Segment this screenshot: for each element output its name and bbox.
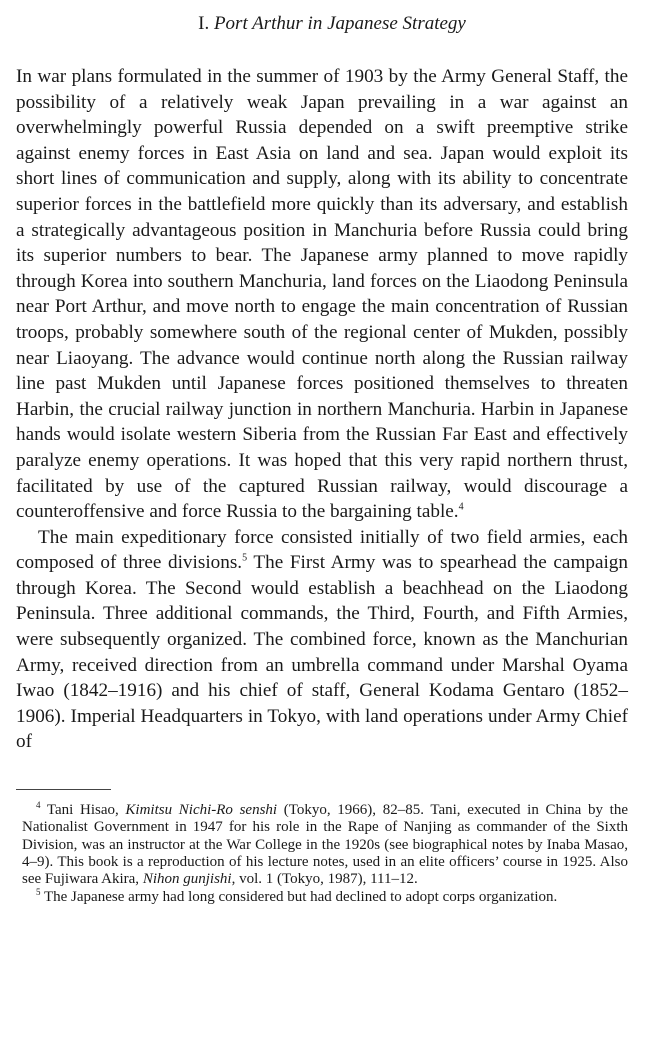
footnote-4-mid: (Tokyo, 1966), 82–85. Tani, executed in China by the Nationalist Government in 1947 for his role in the Rape of Nanjing as commander of the Sixth Division, was an instructor at the War College in the 1920s (see biographical notes by Inaba Masao, 4–9). This book is a reproduction of his lecture notes, used in an elite officers’ course in 1925. Also see Fujiwara Akira, [22, 802, 628, 888]
paragraph-2 [16, 525, 628, 755]
section-numeral: I. [198, 13, 210, 34]
footnote-4-title: Kimitsu Nichi-Ro senshi [125, 802, 278, 819]
footnote-ref-4[interactable]: 4 [458, 501, 464, 513]
footnote-ref-5[interactable]: 5 [242, 552, 248, 564]
paragraph-2-text-a: The main expeditionary force consisted initially of two field armies, each composed of three divisions. [16, 526, 628, 574]
section-title: Port Arthur in Japanese Strategy [213, 13, 466, 34]
footnote-4-pre: Tani Hisao, [40, 802, 126, 819]
footnote-4 [22, 802, 628, 888]
footnote-4-post: , vol. 1 (Tokyo, 1987), 111–12. [231, 871, 418, 888]
paragraph-1-text: In war plans formulated in the summer of 1903 by the Army General Staff, the possibility of a relatively weak Japan prevailing in a war against an overwhelmingly powerful Russia depended on a swift preemptive strike against enemy forces in East Asia on land and sea. Japan would exploit its short lines of communication and supply, along with its ability to concentrate superior forces in the battlefield more quickly than its adversary, and establish a strategically advantageous position in Manchuria before Russia could bring its superior numbers to bear. The Japanese army planned to move rapidly through Korea into southern Manchuria, land forces on the Liaodong Peninsula near Port Arthur, and move north to engage the main concentration of Russian troops, probably somewhere south of the regional center of Mukden, possibly near Liaoyang. The advance would continue north along the Russian railway line past Mukden until Japanese forces positioned themselves to threaten Harbin, the crucial railway junction in northern Manchuria. Harbin in Japanese hands would isolate western Siberia from the Russian Far East and effectively paralyze enemy operations. It was hoped that this very rapid northern thrust, facilitated by use of the captured Russian railway, would discourage a counteroffensive and force Russia to the bargaining table. [16, 66, 628, 523]
body-text [16, 64, 628, 755]
footnote-5-number: 5 [36, 886, 41, 897]
footnote-5-text: The Japanese army had long considered but had declined to adopt corps organization. [40, 888, 558, 905]
footnote-5 [22, 886, 628, 906]
footnote-4-number: 4 [36, 800, 41, 811]
book-page [16, 0, 628, 906]
paragraph-1 [16, 64, 628, 525]
footnotes [16, 802, 628, 906]
paragraph-2-text-b: The First Army was to spearhead the campaign through Korea. The Second would establish a beachhead on the Liaodong Peninsula. Three additional commands, the Third, Fourth, and Fifth Armies, were subsequently organized. The combined force, known as the Manchurian Army, received direction from an umbrella command under Marshal Oyama Iwao (1842–1916) and his chief of staff, General Kodama Gentaro (1852–1906). Imperial Headquarters in Tokyo, with land operations under Army Chief of [16, 552, 628, 753]
footnote-divider [16, 789, 111, 790]
section-heading [16, 12, 628, 42]
footnote-4-title2: Nihon gunjishi [142, 871, 232, 888]
